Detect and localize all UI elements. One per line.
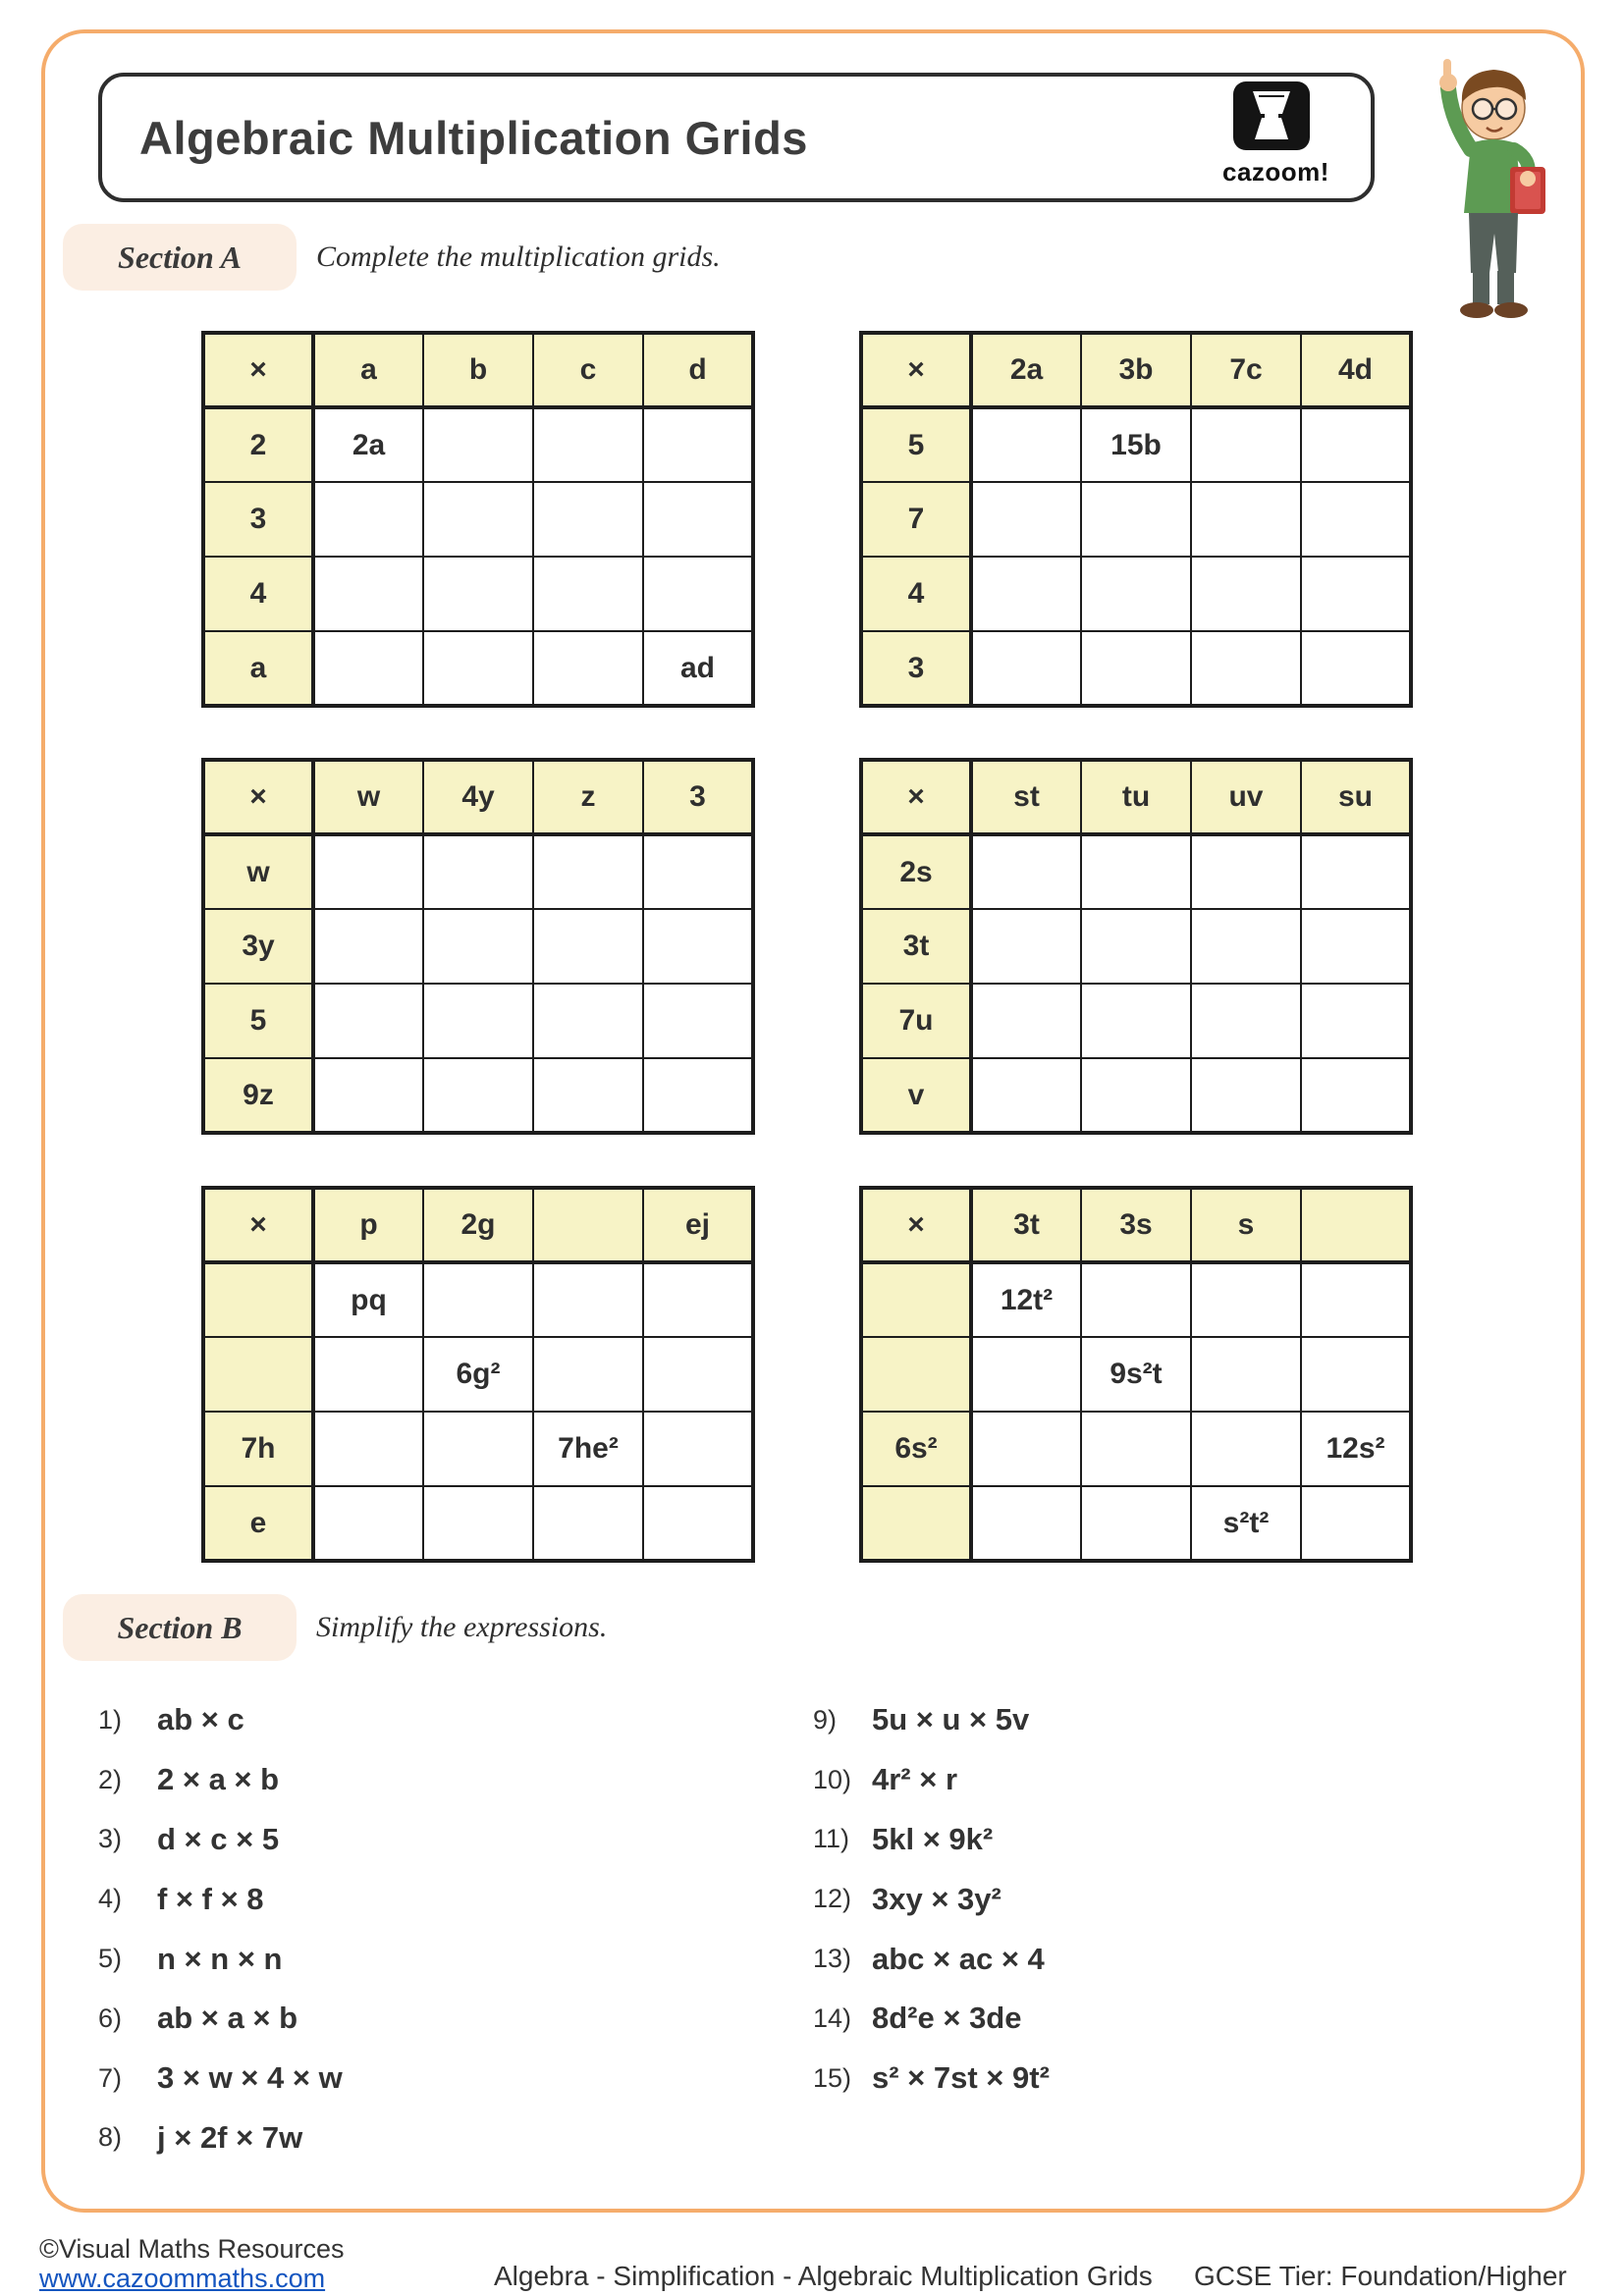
grid-column-header: 2g <box>423 1188 533 1262</box>
grid-cell-filled: 7he² <box>533 1412 643 1486</box>
expression-item <box>98 2109 746 2168</box>
expressions-right-column <box>813 1690 1520 2109</box>
expression-text: f × f × 8 <box>157 1881 264 1916</box>
expression-text: 3 × w × 4 × w <box>157 2060 343 2096</box>
grid-cell-blank <box>313 1412 423 1486</box>
grid-cell-blank <box>971 482 1081 557</box>
grid-cell-blank <box>1301 407 1411 482</box>
expression-text: j × 2f × 7w <box>157 2119 303 2155</box>
grid-cell-blank <box>313 557 423 631</box>
grid-cell-filled: pq <box>313 1262 423 1337</box>
grid-cell-blank <box>971 631 1081 706</box>
grid-column-header <box>533 1188 643 1262</box>
grid-cell-blank <box>423 407 533 482</box>
grid-cell-blank <box>971 1337 1081 1412</box>
expression-item <box>813 1929 1520 1989</box>
grid-cell-blank <box>313 834 423 909</box>
grid-row-header <box>203 1262 313 1337</box>
grid-column-header: z <box>533 760 643 834</box>
grid-times-symbol: × <box>203 760 313 834</box>
grid-cell-blank <box>423 984 533 1058</box>
multiplication-grid-4 <box>859 758 1413 1135</box>
expression-item <box>813 1989 1520 2049</box>
footer-tier-text: GCSE Tier: Foundation/Higher <box>1194 2261 1567 2291</box>
grid-cell-blank <box>1191 407 1301 482</box>
expression-number: 10) <box>813 1764 852 1794</box>
grid-cell-blank <box>1081 834 1191 909</box>
grid-row-header: 5 <box>203 984 313 1058</box>
grid-column-header: 2a <box>971 333 1081 407</box>
grid-cell-blank <box>643 1412 753 1486</box>
grid-column-header: b <box>423 333 533 407</box>
grid-cell-blank <box>1191 909 1301 984</box>
section-a-label-text: Section A <box>118 239 242 275</box>
footer-topic-text: Algebra - Simplification - Algebraic Multiplication Grids <box>494 2261 1153 2291</box>
grid-cell-blank <box>1191 631 1301 706</box>
expression-item <box>813 1869 1520 1929</box>
grid-cell-blank <box>1301 482 1411 557</box>
expression-number: 9) <box>813 1704 838 1735</box>
grid-cell-blank <box>313 909 423 984</box>
cazoom-website-link[interactable]: www.cazoommaths.com <box>39 2264 326 2293</box>
grid-times-symbol: × <box>861 1188 971 1262</box>
grid-cell-blank <box>423 1412 533 1486</box>
grid-row-header: 4 <box>203 557 313 631</box>
grid-cell-blank <box>1191 557 1301 631</box>
expression-text: 4r² × r <box>872 1762 958 1797</box>
grid-cell-blank <box>313 1058 423 1133</box>
grid-cell-blank <box>1081 631 1191 706</box>
grid-cell-blank <box>971 1058 1081 1133</box>
expression-text: d × c × 5 <box>157 1821 280 1856</box>
grid-cell-blank <box>643 834 753 909</box>
grid-cell-blank <box>1191 1262 1301 1337</box>
grid-cell-blank <box>643 482 753 557</box>
expression-text: ab × c <box>157 1702 244 1737</box>
section-b-label-text: Section B <box>117 1609 243 1645</box>
grid-cell-blank <box>1081 1058 1191 1133</box>
grid-cell-blank <box>423 1262 533 1337</box>
multiplication-grid-2 <box>859 331 1413 708</box>
grid-cell-blank <box>423 482 533 557</box>
expression-text: 3xy × 3y² <box>872 1881 1001 1916</box>
grid-cell-blank <box>313 482 423 557</box>
grid-row-header <box>861 1486 971 1561</box>
grid-cell-blank <box>971 557 1081 631</box>
grid-cell-blank <box>971 834 1081 909</box>
multiplication-grid-3 <box>201 758 755 1135</box>
grid-cell-filled: ad <box>643 631 753 706</box>
grid-row-header: 7 <box>861 482 971 557</box>
grid-cell-blank <box>971 1486 1081 1561</box>
expression-number: 12) <box>813 1884 852 1914</box>
expression-number: 5) <box>98 1944 123 1974</box>
expression-item <box>813 1810 1520 1870</box>
grid-cell-blank <box>1301 834 1411 909</box>
grid-cell-blank <box>1301 1486 1411 1561</box>
expression-text: 8d²e × 3de <box>872 2001 1022 2036</box>
grid-cell-blank <box>423 557 533 631</box>
grid-cell-blank <box>643 407 753 482</box>
grid-cell-blank <box>643 1486 753 1561</box>
grid-row-header: 2 <box>203 407 313 482</box>
grid-cell-blank <box>533 631 643 706</box>
grid-column-header: 3s <box>1081 1188 1191 1262</box>
grid-cell-blank <box>643 1262 753 1337</box>
expression-item <box>98 1690 746 1750</box>
grid-cell-blank <box>533 482 643 557</box>
grid-cell-blank <box>1301 557 1411 631</box>
grid-cell-blank <box>423 909 533 984</box>
grid-cell-blank <box>971 1412 1081 1486</box>
grid-cell-filled: 2a <box>313 407 423 482</box>
grid-cell-blank <box>1301 1262 1411 1337</box>
grid-cell-blank <box>313 1337 423 1412</box>
grid-cell-blank <box>1081 909 1191 984</box>
expression-item <box>98 1989 746 2049</box>
grid-row-header: 4 <box>861 557 971 631</box>
grid-cell-blank <box>643 984 753 1058</box>
expression-item <box>98 1810 746 1870</box>
grid-column-header: 4d <box>1301 333 1411 407</box>
expression-text: 5u × u × 5v <box>872 1702 1030 1737</box>
grid-row-header <box>861 1262 971 1337</box>
grid-row-header: w <box>203 834 313 909</box>
grid-cell-blank <box>1081 1412 1191 1486</box>
expression-item <box>98 2049 746 2109</box>
grid-cell-filled: 12s² <box>1301 1412 1411 1486</box>
grid-column-header: tu <box>1081 760 1191 834</box>
section-b-label <box>63 1594 297 1661</box>
expression-text: 2 × a × b <box>157 1762 280 1797</box>
grid-column-header: 7c <box>1191 333 1301 407</box>
grid-cell-blank <box>533 984 643 1058</box>
expression-item <box>813 1690 1520 1750</box>
page-title: Algebraic Multiplication Grids <box>139 111 808 164</box>
grid-column-header: d <box>643 333 753 407</box>
grid-cell-blank <box>533 1337 643 1412</box>
grid-cell-blank <box>643 557 753 631</box>
grid-column-header: st <box>971 760 1081 834</box>
grid-column-header: s <box>1191 1188 1301 1262</box>
grid-cell-blank <box>533 1058 643 1133</box>
grid-row-header: 5 <box>861 407 971 482</box>
grid-cell-blank <box>1081 482 1191 557</box>
grid-column-header: su <box>1301 760 1411 834</box>
grid-cell-blank <box>1301 1337 1411 1412</box>
expression-text: ab × a × b <box>157 2001 298 2036</box>
grid-cell-blank <box>423 631 533 706</box>
grid-cell-blank <box>643 1058 753 1133</box>
grid-cell-blank <box>423 834 533 909</box>
grid-cell-blank <box>1191 1058 1301 1133</box>
grid-cell-blank <box>1301 984 1411 1058</box>
grid-row-header: 3t <box>861 909 971 984</box>
grid-cell-blank <box>971 984 1081 1058</box>
grid-cell-blank <box>533 1486 643 1561</box>
grid-column-header: 3b <box>1081 333 1191 407</box>
grid-column-header: 4y <box>423 760 533 834</box>
expression-number: 1) <box>98 1704 123 1735</box>
section-a-instruction: Complete the multiplication grids. <box>316 240 721 273</box>
expression-number: 13) <box>813 1944 852 1974</box>
grid-cell-blank <box>1301 1058 1411 1133</box>
expression-number: 7) <box>98 2062 123 2093</box>
grid-column-header: p <box>313 1188 423 1262</box>
grid-cell-blank <box>423 1058 533 1133</box>
expression-number: 8) <box>98 2122 123 2153</box>
expression-item <box>813 2049 1520 2109</box>
grid-column-header <box>1301 1188 1411 1262</box>
expression-text: s² × 7st × 9t² <box>872 2060 1050 2096</box>
grid-cell-filled: 6g² <box>423 1337 533 1412</box>
grid-cell-blank <box>1191 482 1301 557</box>
grid-cell-blank <box>1081 1486 1191 1561</box>
grid-column-header: 3 <box>643 760 753 834</box>
grid-cell-blank <box>971 407 1081 482</box>
section-b-instruction: Simplify the expressions. <box>316 1611 608 1643</box>
grid-row-header: 3 <box>203 482 313 557</box>
grid-cell-filled: 12t² <box>971 1262 1081 1337</box>
grid-cell-blank <box>533 909 643 984</box>
expressions-left-column <box>98 1690 746 2167</box>
grid-times-symbol: × <box>861 760 971 834</box>
grid-cell-blank <box>1191 834 1301 909</box>
grid-cell-blank <box>1301 631 1411 706</box>
grid-row-header: 2s <box>861 834 971 909</box>
grid-cell-blank <box>423 1486 533 1561</box>
grid-cell-filled: 9s²t <box>1081 1337 1191 1412</box>
expression-number: 4) <box>98 1884 123 1914</box>
expression-text: 5kl × 9k² <box>872 1821 994 1856</box>
expression-item <box>98 1929 746 1989</box>
grid-cell-filled: 15b <box>1081 407 1191 482</box>
grid-times-symbol: × <box>861 333 971 407</box>
multiplication-grid-5 <box>201 1186 755 1563</box>
grid-cell-blank <box>313 1486 423 1561</box>
grid-row-header: 7u <box>861 984 971 1058</box>
grid-cell-blank <box>1081 984 1191 1058</box>
grid-cell-blank <box>313 984 423 1058</box>
grid-column-header: 3t <box>971 1188 1081 1262</box>
expression-item <box>98 1750 746 1810</box>
grid-row-header: 9z <box>203 1058 313 1133</box>
expression-text: abc × ac × 4 <box>872 1941 1045 1976</box>
grid-cell-blank <box>643 1337 753 1412</box>
multiplication-grid-6 <box>859 1186 1413 1563</box>
grid-column-header: ej <box>643 1188 753 1262</box>
grid-cell-blank <box>533 834 643 909</box>
expression-text: n × n × n <box>157 1941 283 1976</box>
grid-cell-blank <box>533 557 643 631</box>
grid-row-header: 6s² <box>861 1412 971 1486</box>
grid-cell-blank <box>1081 557 1191 631</box>
grid-cell-blank <box>533 1262 643 1337</box>
expression-number: 15) <box>813 2062 852 2093</box>
grid-row-header: 3 <box>861 631 971 706</box>
grid-row-header: 3y <box>203 909 313 984</box>
grid-times-symbol: × <box>203 333 313 407</box>
grid-row-header <box>861 1337 971 1412</box>
grid-cell-blank <box>1191 984 1301 1058</box>
grid-row-header: v <box>861 1058 971 1133</box>
grid-column-header: a <box>313 333 423 407</box>
grid-row-header <box>203 1337 313 1412</box>
grid-cell-blank <box>971 909 1081 984</box>
grid-times-symbol: × <box>203 1188 313 1262</box>
grid-row-header: e <box>203 1486 313 1561</box>
footer-copyright: ©Visual Maths Resources <box>39 2234 345 2264</box>
grid-column-header: uv <box>1191 760 1301 834</box>
expression-item <box>98 1869 746 1929</box>
grid-cell-blank <box>533 407 643 482</box>
grid-cell-blank <box>1191 1337 1301 1412</box>
multiplication-grid-1 <box>201 331 755 708</box>
expression-number: 2) <box>98 1764 123 1794</box>
grid-cell-blank <box>1191 1412 1301 1486</box>
grid-cell-blank <box>643 909 753 984</box>
cazoom-logo-text: cazoom! <box>1222 157 1329 187</box>
grid-cell-blank <box>313 631 423 706</box>
grid-cell-blank <box>1081 1262 1191 1337</box>
expression-number: 14) <box>813 2002 852 2033</box>
grid-row-header: a <box>203 631 313 706</box>
expression-number: 6) <box>98 2002 123 2033</box>
expression-number: 11) <box>813 1824 850 1854</box>
grid-cell-blank <box>1301 909 1411 984</box>
grid-row-header: 7h <box>203 1412 313 1486</box>
grid-column-header: w <box>313 760 423 834</box>
expression-item <box>813 1750 1520 1810</box>
grid-cell-filled: s²t² <box>1191 1486 1301 1561</box>
expression-number: 3) <box>98 1824 123 1854</box>
grid-column-header: c <box>533 333 643 407</box>
